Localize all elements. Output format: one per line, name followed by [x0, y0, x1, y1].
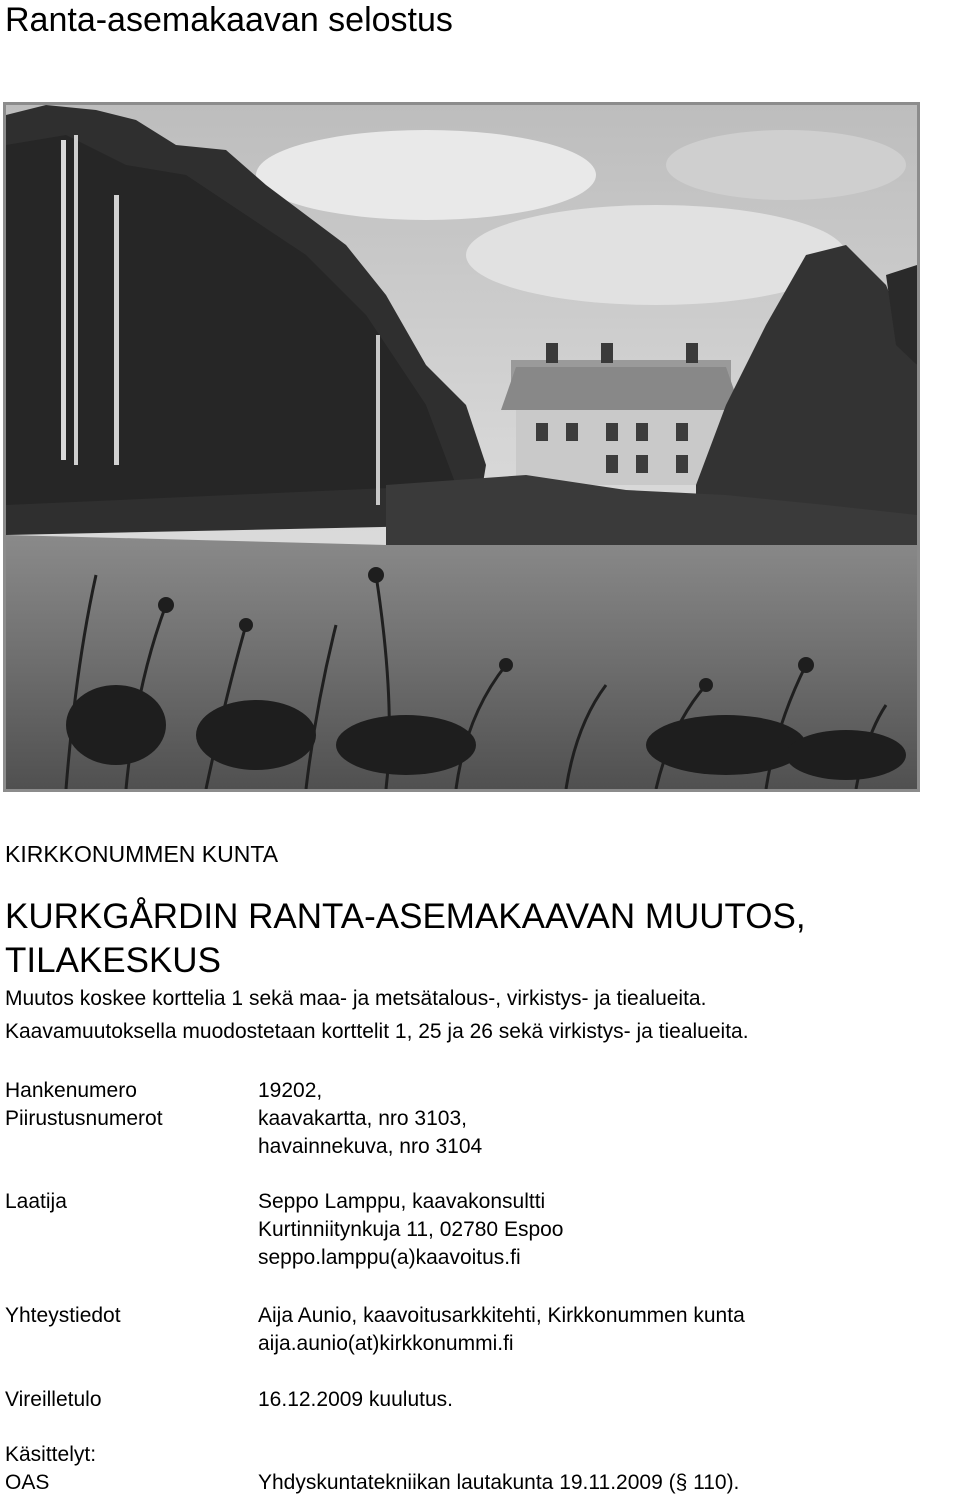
project-number-value: 19202, [258, 1079, 323, 1102]
plan-title-line2: TILAKESKUS [5, 941, 221, 980]
description-line1: Muutos koskee korttelia 1 sekä maa- ja metsätalous-, virkistys- ja tiealueita. [5, 987, 707, 1010]
cover-photo [3, 102, 920, 792]
drawing-numbers-label: Piirustusnumerot [5, 1107, 163, 1130]
plan-title [5, 895, 806, 983]
author-label: Laatija [5, 1190, 67, 1213]
contact-line-1: Aija Aunio, kaavoitusarkkitehti, Kirkkonummen kunta [258, 1304, 745, 1327]
manor-house-photo-icon [6, 105, 917, 789]
drawing-numbers-value-2: havainnekuva, nro 3104 [258, 1135, 483, 1158]
author-line-1: Seppo Lamppu, kaavakonsultti [258, 1190, 546, 1213]
initiation-label: Vireilletulo [5, 1388, 102, 1411]
author-line-2: Kurtinniitynkuja 11, 02780 Espoo [258, 1218, 564, 1241]
contact-label: Yhteystiedot [5, 1304, 121, 1327]
description-line2: Kaavamuutoksella muodostetaan korttelit 1, 25 ja 26 sekä virkistys- ja tiealueita. [5, 1020, 749, 1043]
document-title: Ranta-asemakaavan selostus [5, 1, 453, 39]
initiation-value: 16.12.2009 kuulutus. [258, 1388, 453, 1411]
oas-label: OAS [5, 1471, 50, 1494]
author-email: seppo.lamppu(a)kaavoitus.fi [258, 1246, 521, 1269]
oas-value: Yhdyskuntatekniikan lautakunta 19.11.2009 (§ 110). [258, 1471, 740, 1494]
municipality-name: KIRKKONUMMEN KUNTA [5, 841, 279, 867]
contact-email: aija.aunio(at)kirkkonummi.fi [258, 1332, 514, 1355]
plan-title-line1: KURKGÅRDIN RANTA-ASEMAKAAVAN MUUTOS, [5, 897, 806, 936]
processing-label: Käsittelyt: [5, 1443, 97, 1466]
drawing-numbers-value-1: kaavakartta, nro 3103, [258, 1107, 467, 1130]
project-number-label: Hankenumero [5, 1079, 137, 1102]
